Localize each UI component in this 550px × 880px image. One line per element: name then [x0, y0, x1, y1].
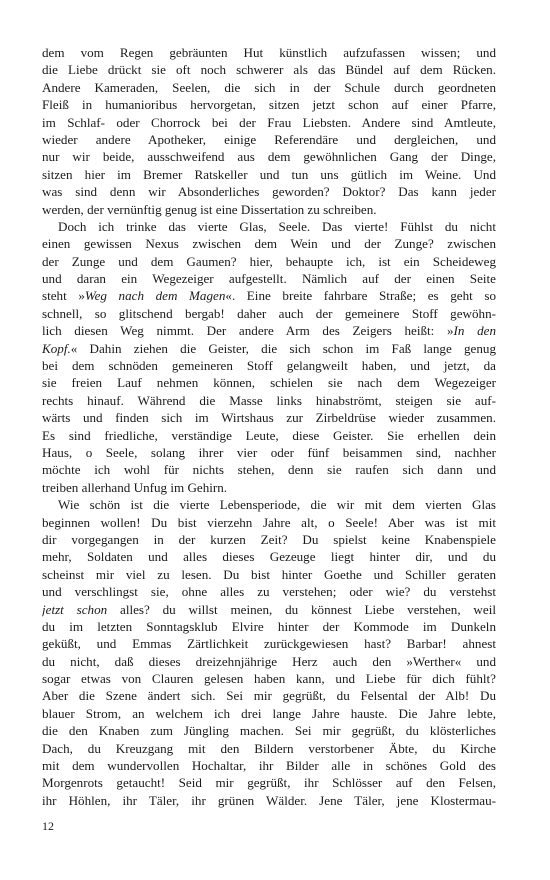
italic-text: Weg nach dem Magen — [84, 288, 226, 304]
text-line — [42, 114, 496, 131]
text-segment: sogar etwas von Clauren gelesen haben kann, und Liebe für dich fühlt? — [42, 671, 496, 687]
text-line — [42, 427, 496, 444]
text-line — [42, 253, 496, 270]
text-line — [42, 635, 496, 652]
italic-text: In den — [453, 323, 496, 339]
text-segment: lich diesen Weg nimmt. Der andere Arm des Zeigers heißt: » — [42, 323, 454, 339]
italic-text: jetzt schon — [42, 601, 108, 617]
text-segment: bei dem schnöden gemeineren Stoff gelangweilt haben, und jetzt, da — [42, 358, 496, 374]
text-segment: du nicht, daß dieses dreizehnjährige Herz auch den »Werther« und — [42, 653, 496, 669]
text-segment: alles? du willst meinen, du könnest Liebe verstehen, weil — [107, 601, 496, 617]
text-line — [42, 792, 496, 809]
text-segment: Fleiß in humanioribus hervorgetan, sitzen jetzt schon auf einer Pfarre, — [42, 97, 496, 113]
text-line — [42, 409, 496, 426]
text-segment: mehr, Soldaten und alles dieses Gezeuge liegt hinter dir, und du — [42, 549, 496, 565]
text-line — [42, 687, 496, 704]
text-segment: beginnen wollen! Du bist vierzehn Jahre alt, o Seele! Aber was ist mit — [42, 514, 496, 530]
text-line — [42, 235, 496, 252]
text-segment: steht » — [42, 288, 85, 304]
text-line — [42, 44, 496, 61]
text-segment: die Liebe drückt sie oft noch schwerer als das Bündel auf dem Rücken. — [42, 62, 496, 78]
text-segment: einen gewissen Nexus zwischen dem Wein und der Zunge? zwischen — [42, 236, 496, 252]
text-segment: schnell, so glitschend bergab! daher auch der gemeinere Stoff gewöhn- — [42, 305, 496, 321]
text-segment: mit dem wundervollen Hochaltar, ihr Bilder alle in schönes Gold des — [42, 758, 496, 774]
text-line — [42, 148, 496, 165]
text-line — [42, 287, 496, 304]
text-segment: im Schlaf- oder Chorrock bei der Frau Liebsten. Andere sind Amtleute, — [42, 114, 496, 130]
text-line — [42, 322, 496, 339]
text-line — [42, 444, 496, 461]
text-line — [42, 705, 496, 722]
text-segment: und verschlingst sie, ohne alles zu verstehen; oder wie? du verstehst — [42, 584, 496, 600]
text-line — [42, 305, 496, 322]
text-line — [42, 566, 496, 583]
text-segment: der Zunge und dem Gaumen? hier, behaupte ich, ist ein Scheideweg — [42, 253, 496, 269]
text-line — [42, 774, 496, 791]
text-segment: möchte ich wohl für nichts stehen, denn sie raufen sich dann und — [42, 462, 496, 478]
text-segment: Haus, o Seele, solang ihrer vier oder fünf beisammen sind, nachher — [42, 444, 496, 460]
text-segment: dir vorgegangen in der kurzen Zeit? Du spielst keine Knabenspiele — [42, 531, 496, 547]
text-segment: was sind denn wir Absonderliches geworden? Doktor? Das kann jeder — [42, 184, 496, 200]
text-line — [42, 479, 496, 496]
text-line — [42, 270, 496, 287]
text-segment: « Dahin ziehen die Geister, die sich schon im Faß lange genug — [70, 340, 496, 356]
text-line — [42, 79, 496, 96]
text-segment: blauer Strom, an welchem ich drei lange Jahre hauste. Die Jahre lebte, — [42, 705, 496, 721]
text-segment: Doch ich trinke das vierte Glas, Seele. Das vierte! Fühlst du nicht — [58, 218, 496, 234]
text-segment: treiben allerhand Unfug im Gehirn. — [42, 479, 228, 495]
text-line — [42, 201, 496, 218]
text-segment: Es sind friedliche, verständige Leute, diese Geister. Sie erhellen dein — [42, 427, 496, 443]
text-line — [42, 340, 496, 357]
text-segment: wieder andere Apotheker, einige Referendäre und dergleichen, und — [42, 131, 496, 147]
text-line — [42, 722, 496, 739]
text-line — [42, 496, 496, 513]
text-segment: du im letzten Sonntagsklub Elvire hinter der Kommode im Dunkeln — [42, 618, 496, 634]
text-line — [42, 61, 496, 78]
text-line — [42, 757, 496, 774]
text-line — [42, 392, 496, 409]
text-line — [42, 531, 496, 548]
text-line — [42, 374, 496, 391]
text-segment: Dach, du Kreuzgang mit den Bildern verstorbener Äbte, du Kirche — [42, 740, 496, 756]
text-line — [42, 548, 496, 565]
text-segment: scheinst mir viel zu lesen. Du bist hinter Goethe und Schiller geraten — [42, 566, 496, 582]
text-line — [42, 653, 496, 670]
text-line — [42, 601, 496, 618]
text-line — [42, 131, 496, 148]
italic-text: Kopf. — [42, 340, 71, 356]
text-segment: und daran ein Wegezeiger aufgestellt. Nämlich auf der einen Seite — [42, 271, 496, 287]
text-line — [42, 183, 496, 200]
text-segment: Morgenrots getaucht! Seid mir gegrüßt, ihr Schlösser auf den Felsen, — [42, 775, 496, 791]
text-line — [42, 514, 496, 531]
text-segment: sitzen hier im Bremer Ratskeller und tun uns gütlich im Weine. Und — [42, 166, 496, 182]
text-line — [42, 740, 496, 757]
page-number: 12 — [42, 819, 54, 833]
text-segment: geküßt, und Emmas Zärtlichkeit zurückgewiesen hast? Barbar! ahnest — [42, 636, 496, 652]
text-segment: ihr Höhlen, ihr Täler, ihr grünen Wälder. Jene Täler, jene Klostermau- — [42, 792, 496, 808]
text-segment: wärts und finden sich im Wirtshaus zur Zirbeldrüse wieder zusammen. — [42, 410, 496, 426]
text-line — [42, 96, 496, 113]
text-line — [42, 583, 496, 600]
text-segment: nur wir beide, ausschweifend aus dem gewöhnlichen Gang der Dinge, — [42, 149, 496, 165]
text-line — [42, 670, 496, 687]
text-line — [42, 218, 496, 235]
text-segment: die den Knaben zum Jüngling machen. Sei mir gegrüßt, du klösterliches — [42, 723, 496, 739]
text-segment: Aber die Szene ändert sich. Sei mir gegrüßt, du Felsental der Alb! Du — [42, 688, 496, 704]
text-line — [42, 166, 496, 183]
body-text — [42, 44, 496, 809]
text-segment: rechts hinauf. Während die Masse links hinabströmt, steigen sie auf- — [42, 392, 496, 408]
text-line — [42, 618, 496, 635]
text-segment: Andere Kameraden, Seelen, die sich in der Schule durch geordneten — [42, 79, 496, 95]
text-segment: dem vom Regen gebräunten Hut künstlich aufzufassen wissen; und — [42, 45, 496, 60]
text-segment: Wie schön ist die vierte Lebensperiode, die wir mit dem vierten Glas — [58, 497, 496, 513]
text-segment: werden, der vernünftig genug ist eine Dissertation zu schreiben. — [42, 201, 377, 217]
text-line — [42, 461, 496, 478]
text-line — [42, 357, 496, 374]
text-segment: «. Eine breite fahrbare Straße; es geht so — [225, 288, 496, 304]
text-segment: sie freien Lauf nehmen können, schielen sie nach dem Wegezeiger — [42, 375, 496, 391]
